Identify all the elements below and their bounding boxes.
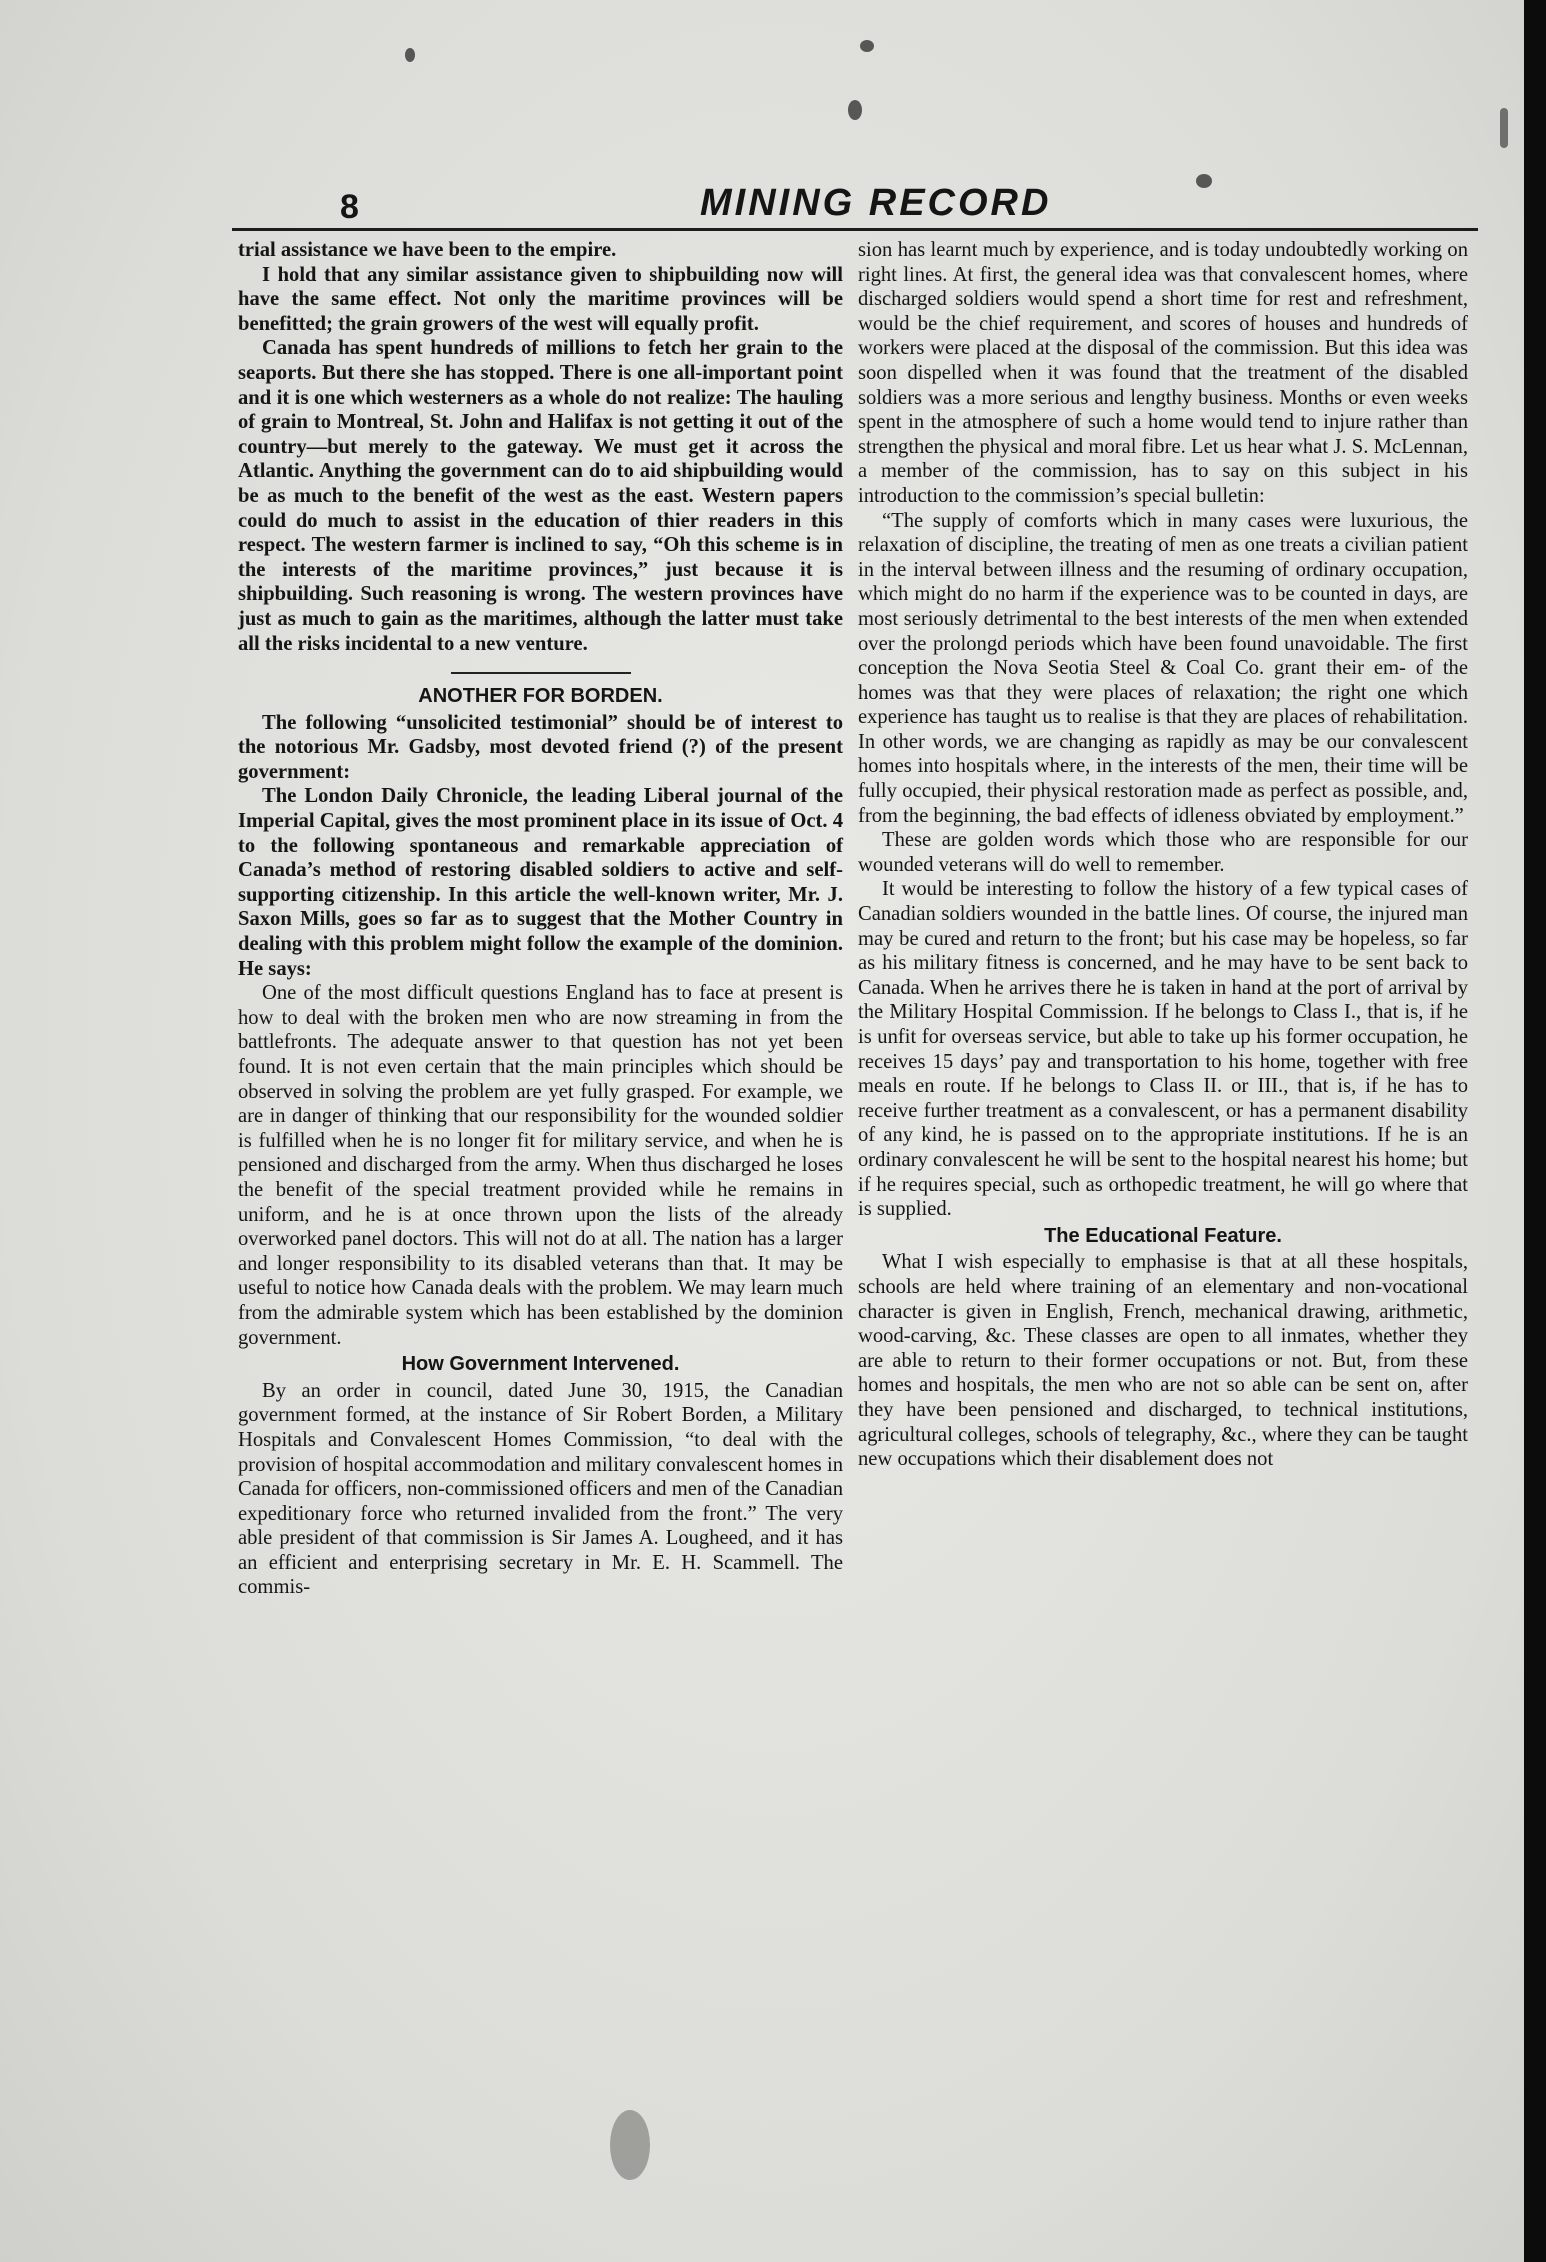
ink-blot [1500,108,1508,148]
masthead-rule [232,228,1478,231]
ink-blot [405,48,415,62]
ink-blot [848,100,862,120]
paragraph: I hold that any similar assistance given to shipbuilding now will have the same effect. Not only the maritime provinces will be benefitted; the grain growers of the west will equally profit. [238,263,843,335]
left-column [238,238,843,1600]
paragraph: trial assistance we have been to the empire. [238,239,617,261]
publication-title: MINING RECORD [700,182,1052,224]
section-heading: How Government Intervened. [401,1353,680,1376]
paragraph: What I wish especially to emphasise is that at all these hospitals, schools are held where training of an elementary and non-vocational character is given in English, French, mechanical drawing, arithmetic, wood-carving, &c. These classes are open to all inmates, whether they are able to return to their former occupations or not. But, from these homes and hospitals, the men who are not so able can be sent on, after they have been pensioned and discharged, to technical institutions, agricultural colleges, schools of telegraphy, &c., where they can be taught new occupations which their disablement does not [858,1251,1468,1471]
paragraph: Canada has spent hundreds of millions to fetch her grain to the seaports. But there she has stopped. There is one all-important point and it is one which westerners as a whole do not realize: The hauling of grain to Montreal, St. John and Halifax is not getting it out of the country—but merely to the gateway. We must get it across the Atlantic. Anything the government can do to aid shipbuilding would be as much to the benefit of the west as the east. Western papers could do much to assist in the education of thier readers in this respect. The western farmer is inclined to say, “Oh this scheme is in the interests of the maritime provinces,” just because it is shipbuilding. Such reasoning is wrong. The western provinces have just as much to gain as the maritimes, although the latter must take all the risks incidental to a new venture. [238,337,843,655]
paragraph: sion has learnt much by experience, and is today undoubtedly working on right lines. At first, the general idea was that convalescent homes, where discharged soldiers would spend a short time for rest and refreshment, would be the chief requirement, and scores of houses and hundreds of workers were placed at the disposal of the commission. But this idea was soon dispelled when it was found that the treatment of the disabled soldiers was a more serious and lengthy business. Months or even weeks spent in the atmosphere of such a home would tend to injure rather than strengthen the physical and moral fibre. Let us hear what J. S. McLennan, a member of the commission, has to say on this subject in his introduction to the commission’s special bulletin: [858,239,1468,507]
paragraph: One of the most difficult questions England has to face at present is how to deal with the broken men who are now streaming in from the battlefronts. The adequate answer to that question has not yet been found. It is not even certain that the main principles which should be observed in solving the problem are yet fully grasped. For example, we are in danger of thinking that our responsibility for the wounded soldier is fulfilled when he is no longer fit for military service, and when he is pensioned and discharged from the army. When thus discharged he loses the benefit of the special treatment provided while he remains in uniform, and he is at once thrown upon the lists of the already overworked panel doctors. This will not do at all. The nation has a larger and longer responsibility to its disabled veterans than that. It may be useful to notice how Canada deals with the problem. We may learn much from the admirable system which has been established by the dominion government. [238,982,843,1349]
paragraph: The London Daily Chronicle, the leading Liberal journal of the Imperial Capital, gives the most prominent place in its issue of Oct. 4 to the following spontaneous and remarkable appreciation of Canada’s method of restoring disabled soldiers to active and self-supporting citizenship. In this article the well-known writer, Mr. J. Saxon Mills, goes so far as to suggest that the Mother Country in dealing with this problem might follow the example of the dominion. He says: [238,785,843,980]
section-divider [451,672,631,674]
section-heading: The Educational Feature. [1044,1224,1282,1247]
paragraph: These are golden words which those who are responsible for our wounded veterans will do well to remember. [858,829,1468,876]
page-number: 8 [340,188,359,226]
masthead [230,180,1475,228]
section-heading: ANOTHER FOR BORDEN. [418,685,663,708]
ink-blot [860,40,874,52]
paragraph: The following “unsolicited testimonial” should be of interest to the notorious Mr. Gadsby, most devoted friend (?) of the present government: [238,711,843,783]
ink-blot [610,2110,650,2180]
paragraph: It would be interesting to follow the history of a few typical cases of Canadian soldiers wounded in the battle lines. Of course, the injured man may be cured and return to the front; but his case may be hopeless, so far as his military fitness is concerned, and he may have to be sent back to Canada. When he arrives there he is taken in hand at the port of arrival by the Military Hospital Commission. If he belongs to Class I., that is, if he is unfit for overseas service, but able to take up his former occupation, he receives 15 days’ pay and transportation to his home, together with free meals en route. If he belongs to Class II. or III., that is, if he has to receive further treatment as a convalescent, or has a permanent disability of any kind, he is passed on to the appropriate institutions. If he is an ordinary convalescent he will be sent to the hospital nearest his home; but if he requires special, such as orthopedic treatment, he will go where that is supplied. [858,878,1468,1221]
paragraph: By an order in council, dated June 30, 1915, the Canadian government formed, at the instance of Sir Robert Borden, a Military Hospitals and Convalescent Homes Commission, “to deal with the provision of hospital accommodation and military convalescent homes in Canada for officers, non-commissioned officers and men of the Canadian expeditionary force who returned invalided from the front.” The very able president of that commission is Sir James A. Lougheed, and it has an efficient and enterprising secretary in Mr. E. H. Scammell. The commis- [238,1379,843,1599]
scan-edge [1524,0,1546,2262]
paragraph: “The supply of comforts which in many cases were luxurious, the relaxation of discipline, the treating of men as one treats a civilian patient in the interval between illness and the resuming of ordinary occupation, which might do no harm if the experience was to be counted in days, are most seriously detrimental to the best interests of the men when extended over the prolongd periods which have been found unavoidable. The first conception the Nova Seotia Steel & Coal Co. grant their em- of the homes was that they were places of relaxation; the right one which experience has taught us to realise is that they are places of rehabilitation. In other words, we are changing as rapidly as may be our convalescent homes into hospitals where, in the interests of the men, their time will be fully occupied, their physical restoration made as perfect as possible, and, from the beginning, the bad effects of idleness obviated by employment.” [858,509,1468,827]
right-column [858,238,1468,1472]
